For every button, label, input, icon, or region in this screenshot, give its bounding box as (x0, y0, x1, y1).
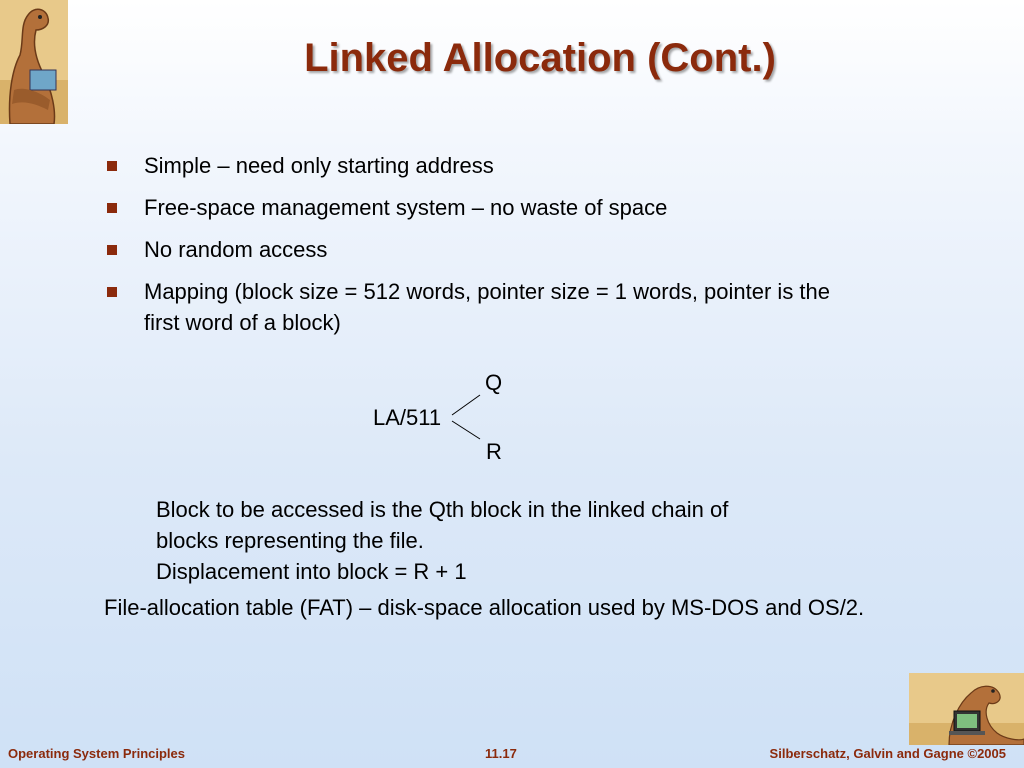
paragraph-line: Block to be accessed is the Qth block in the linked chain of (156, 497, 729, 522)
bullet-item (104, 276, 864, 338)
slide-title: Linked Allocation (Cont.) (304, 36, 776, 80)
fat-paragraph: File-allocation table (FAT) – disk-space allocation used by MS-DOS and OS/2. (104, 595, 865, 620)
square-bullet-icon (107, 203, 117, 213)
bullet-list (104, 150, 864, 349)
quotient-label: Q (485, 370, 503, 395)
explanation-paragraph (156, 494, 876, 587)
square-bullet-icon (107, 161, 117, 171)
footer-authors: Silberschatz, Galvin and Gagne ©2005 (769, 746, 1006, 761)
division-diagram (360, 365, 580, 470)
bullet-item (104, 234, 864, 265)
bullet-item (104, 150, 864, 181)
square-bullet-icon (107, 245, 117, 255)
remainder-label: R (486, 439, 502, 464)
paragraph-line: Displacement into block = R + 1 (156, 559, 467, 584)
footer-slide-number: 11.17 (485, 746, 517, 761)
paragraph-line: blocks representing the file. (156, 528, 424, 553)
bullet-text: No random access (144, 237, 328, 262)
dividend-label: LA/511 (373, 405, 442, 430)
bullet-item (104, 192, 864, 223)
bullet-text: Mapping (block size = 512 words, pointer size = 1 words, pointer is the first word of a block) (144, 279, 831, 335)
footer-course-title: Operating System Principles (8, 746, 186, 761)
dinosaur-reading-icon (0, 0, 68, 124)
square-bullet-icon (107, 287, 117, 297)
bullet-text: Simple – need only starting address (144, 153, 494, 178)
dinosaur-computer-icon (909, 673, 1024, 745)
bullet-text: Free-space management system – no waste of space (144, 195, 668, 220)
branch-lines (450, 385, 490, 445)
